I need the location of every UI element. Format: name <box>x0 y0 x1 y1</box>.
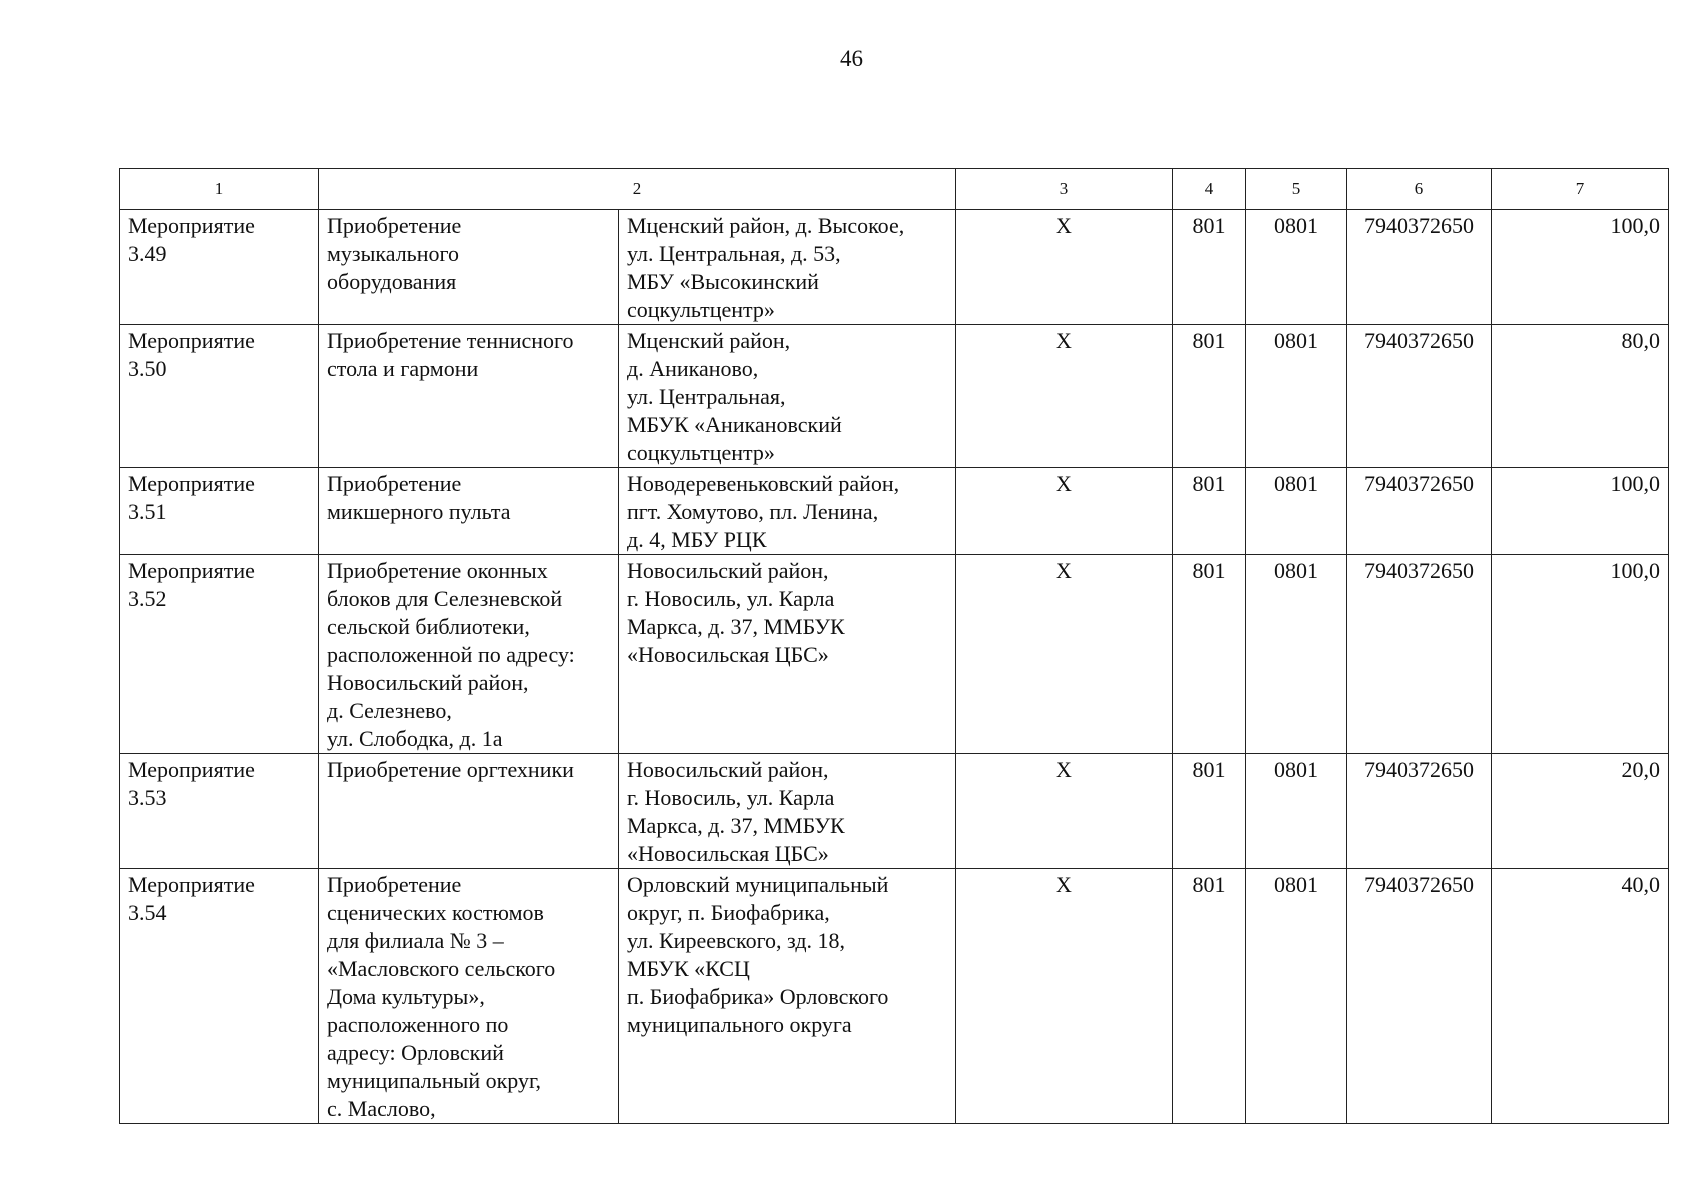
event-cell: Мероприятие 3.49 <box>120 210 319 325</box>
table-row <box>120 210 1669 325</box>
table-row <box>120 869 1669 1124</box>
col4-cell: 801 <box>1173 325 1246 468</box>
col7-cell: 40,0 <box>1492 869 1669 1124</box>
col5-cell: 0801 <box>1246 754 1347 869</box>
header-cell-6: 6 <box>1347 169 1492 210</box>
header-cell-1: 1 <box>120 169 319 210</box>
table-row <box>120 325 1669 468</box>
col6-cell: 7940372650 <box>1347 754 1492 869</box>
description-cell: Приобретение микшерного пульта <box>319 468 619 555</box>
table-row <box>120 468 1669 555</box>
col3-cell: Х <box>956 210 1173 325</box>
event-cell: Мероприятие 3.50 <box>120 325 319 468</box>
col7-cell: 20,0 <box>1492 754 1669 869</box>
col6-cell: 7940372650 <box>1347 325 1492 468</box>
col4-cell: 801 <box>1173 555 1246 754</box>
description-cell: Приобретение оконных блоков для Селезневской сельской библиотеки, расположенной по адресу: Новосильский район, д. Селезнево, ул. Слободка, д. 1а <box>319 555 619 754</box>
event-cell: Мероприятие 3.52 <box>120 555 319 754</box>
col5-cell: 0801 <box>1246 325 1347 468</box>
col7-cell: 100,0 <box>1492 210 1669 325</box>
col4-cell: 801 <box>1173 210 1246 325</box>
col5-cell: 0801 <box>1246 468 1347 555</box>
table-row <box>120 555 1669 754</box>
location-cell: Новосильский район, г. Новосиль, ул. Карла Маркса, д. 37, ММБУК «Новосильская ЦБС» <box>619 754 956 869</box>
col6-cell: 7940372650 <box>1347 468 1492 555</box>
col3-cell: Х <box>956 325 1173 468</box>
col4-cell: 801 <box>1173 754 1246 869</box>
col3-cell: Х <box>956 555 1173 754</box>
event-cell: Мероприятие 3.54 <box>120 869 319 1124</box>
col6-cell: 7940372650 <box>1347 210 1492 325</box>
location-cell: Мценский район, д. Высокое, ул. Центральная, д. 53, МБУ «Высокинский соцкультцентр» <box>619 210 956 325</box>
table-row <box>120 754 1669 869</box>
header-cell-7: 7 <box>1492 169 1669 210</box>
header-cell-3: 3 <box>956 169 1173 210</box>
col7-cell: 100,0 <box>1492 468 1669 555</box>
col4-cell: 801 <box>1173 468 1246 555</box>
col3-cell: Х <box>956 754 1173 869</box>
description-cell: Приобретение оргтехники <box>319 754 619 869</box>
col5-cell: 0801 <box>1246 210 1347 325</box>
col6-cell: 7940372650 <box>1347 869 1492 1124</box>
col7-cell: 80,0 <box>1492 325 1669 468</box>
event-cell: Мероприятие 3.53 <box>120 754 319 869</box>
page-number: 46 <box>840 46 863 71</box>
col5-cell: 0801 <box>1246 555 1347 754</box>
table-header-row <box>120 169 1669 210</box>
event-cell: Мероприятие 3.51 <box>120 468 319 555</box>
col5-cell: 0801 <box>1246 869 1347 1124</box>
header-cell-5: 5 <box>1246 169 1347 210</box>
col3-cell: Х <box>956 468 1173 555</box>
description-cell: Приобретение музыкального оборудования <box>319 210 619 325</box>
col7-cell: 100,0 <box>1492 555 1669 754</box>
description-cell: Приобретение сценических костюмов для филиала № 3 – «Масловского сельского Дома культуры», расположенного по адресу: Орловский муниципальный округ, с. Маслово, <box>319 869 619 1124</box>
header-cell-4: 4 <box>1173 169 1246 210</box>
location-cell: Мценский район, д. Аниканово, ул. Центральная, МБУК «Аникановский соцкультцентр» <box>619 325 956 468</box>
header-cell-2: 2 <box>319 169 956 210</box>
budget-table <box>119 168 1669 1124</box>
col4-cell: 801 <box>1173 869 1246 1124</box>
description-cell: Приобретение теннисного стола и гармони <box>319 325 619 468</box>
location-cell: Новосильский район, г. Новосиль, ул. Карла Маркса, д. 37, ММБУК «Новосильская ЦБС» <box>619 555 956 754</box>
col6-cell: 7940372650 <box>1347 555 1492 754</box>
col3-cell: Х <box>956 869 1173 1124</box>
location-cell: Новодеревеньковский район, пгт. Хомутово, пл. Ленина, д. 4, МБУ РЦК <box>619 468 956 555</box>
location-cell: Орловский муниципальный округ, п. Биофабрика, ул. Киреевского, зд. 18, МБУК «КСЦ п. Биофабрика» Орловского муниципального округа <box>619 869 956 1124</box>
